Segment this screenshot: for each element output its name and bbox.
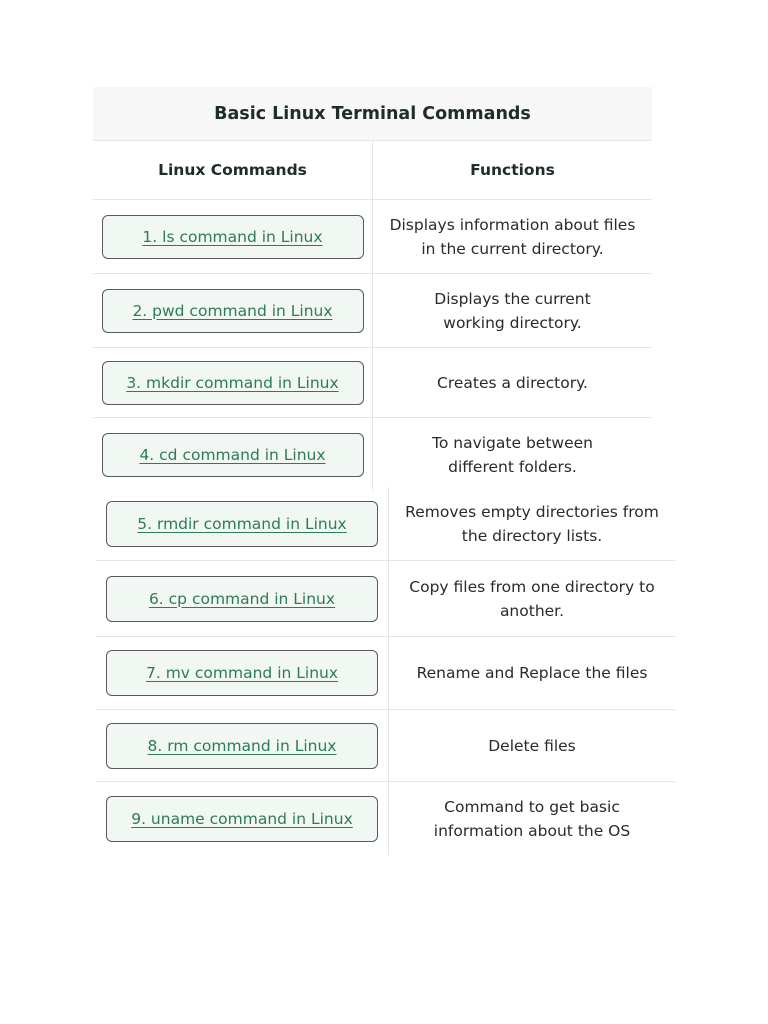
cd-function-text: To navigate between different folders. [432,433,593,476]
mv-function-text: Rename and Replace the files [416,664,648,682]
commands-table-part-2 [96,487,675,855]
table-row [93,418,652,491]
pwd-function-text: Displays the current working directory. [434,289,591,332]
table-title: Basic Linux Terminal Commands [93,87,652,141]
mv-command-link[interactable]: 7. mv command in Linux [106,650,378,696]
rm-command-link[interactable]: 8. rm command in Linux [106,723,378,769]
header-functions: Functions [470,161,555,179]
ls-command-link[interactable]: 1. ls command in Linux [102,215,364,259]
rmdir-command-link[interactable]: 5. rmdir command in Linux [106,501,378,547]
rmdir-function-text: Removes empty directories from the directory lists. [405,502,659,545]
cp-function-text: Copy files from one directory to another. [409,577,655,620]
table-row [96,782,675,855]
table-row [96,561,675,637]
pwd-command-link[interactable]: 2. pwd command in Linux [102,289,364,333]
table-row [93,274,652,348]
uname-function-text: Command to get basic information about the OS [433,797,631,840]
table-row [96,637,675,710]
table-row [93,348,652,418]
ls-function-text: Displays information about files in the current directory. [389,215,636,258]
cd-command-link[interactable]: 4. cd command in Linux [102,433,364,477]
mkdir-function-text: Creates a directory. [437,373,588,392]
table-row [96,487,675,561]
cp-command-link[interactable]: 6. cp command in Linux [106,576,378,622]
rm-function-text: Delete files [488,736,576,755]
table-row [93,200,652,274]
mkdir-command-link[interactable]: 3. mkdir command in Linux [102,361,364,405]
commands-table-part-1 [93,87,652,491]
table-header-row [93,141,652,200]
header-linux-commands: Linux Commands [93,141,373,199]
table-row [96,710,675,782]
uname-command-link[interactable]: 9. uname command in Linux [106,796,378,842]
